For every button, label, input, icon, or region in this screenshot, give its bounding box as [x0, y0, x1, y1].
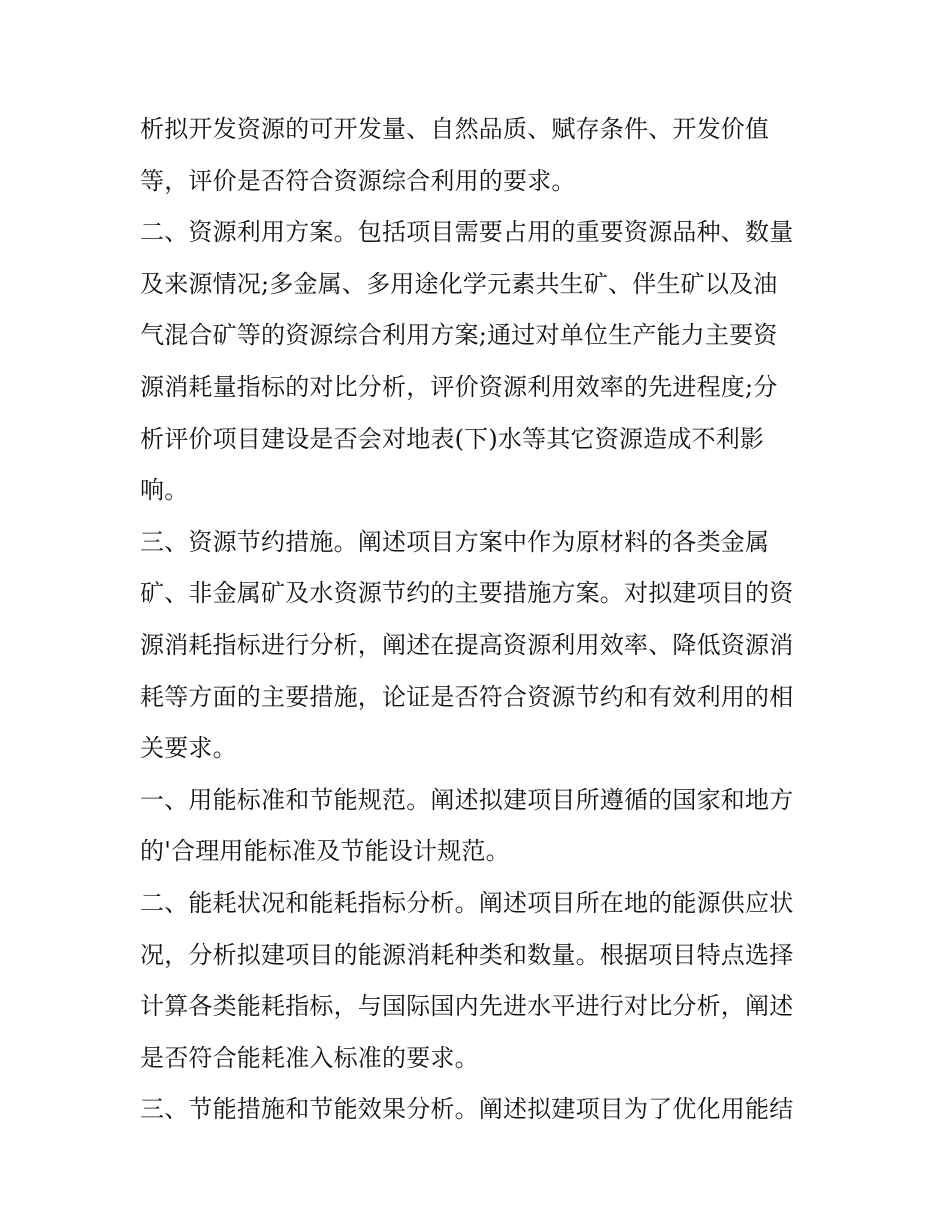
- text-line: 耗等方面的主要措施，论证是否符合资源节约和有效利用的相: [140, 682, 794, 711]
- text-line: 响。: [140, 476, 189, 505]
- text-line: 一、用能标准和节能规范。阐述拟建项目所遵循的国家和地方: [140, 785, 794, 814]
- text-line: 的'合理用能标准及节能设计规范。: [140, 837, 510, 866]
- text-line: 二、能耗状况和能耗指标分析。阐述项目所在地的能源供应状: [140, 888, 794, 917]
- text-line: 计算各类能耗指标，与国际国内先进水平进行对比分析，阐述: [140, 992, 794, 1021]
- text-line: 三、资源节约措施。阐述项目方案中作为原材料的各类金属: [140, 527, 770, 556]
- text-line: 源消耗量指标的对比分析，评价资源利用效率的先进程度;分: [140, 372, 778, 401]
- text-line: 三、节能措施和节能效果分析。阐述拟建项目为了优化用能结: [140, 1095, 794, 1124]
- text-line: 关要求。: [140, 734, 237, 763]
- text-line: 析评价项目建设是否会对地表(下)水等其它资源造成不利影: [140, 424, 765, 453]
- text-line: 源消耗指标进行分析，阐述在提高资源利用效率、降低资源消: [140, 630, 794, 659]
- text-line: 矿、非金属矿及水资源节约的主要措施方案。对拟建项目的资: [140, 579, 794, 608]
- body-text: [140, 104, 820, 1136]
- text-line: 析拟开发资源的可开发量、自然品质、赋存条件、开发价值: [140, 115, 770, 143]
- text-line: 等，评价是否符合资源综合利用的要求。: [140, 166, 576, 195]
- text-line: 二、资源利用方案。包括项目需要占用的重要资源品种、数量: [140, 218, 794, 247]
- text-line: 及来源情况;多金属、多用途化学元素共生矿、伴生矿以及油: [140, 269, 778, 298]
- text-line: 是否符合能耗准入标准的要求。: [140, 1043, 479, 1072]
- text-line: 况，分析拟建项目的能源消耗种类和数量。根据项目特点选择: [140, 940, 794, 969]
- text-line: 气混合矿等的资源综合利用方案;通过对单位生产能力主要资: [140, 321, 778, 350]
